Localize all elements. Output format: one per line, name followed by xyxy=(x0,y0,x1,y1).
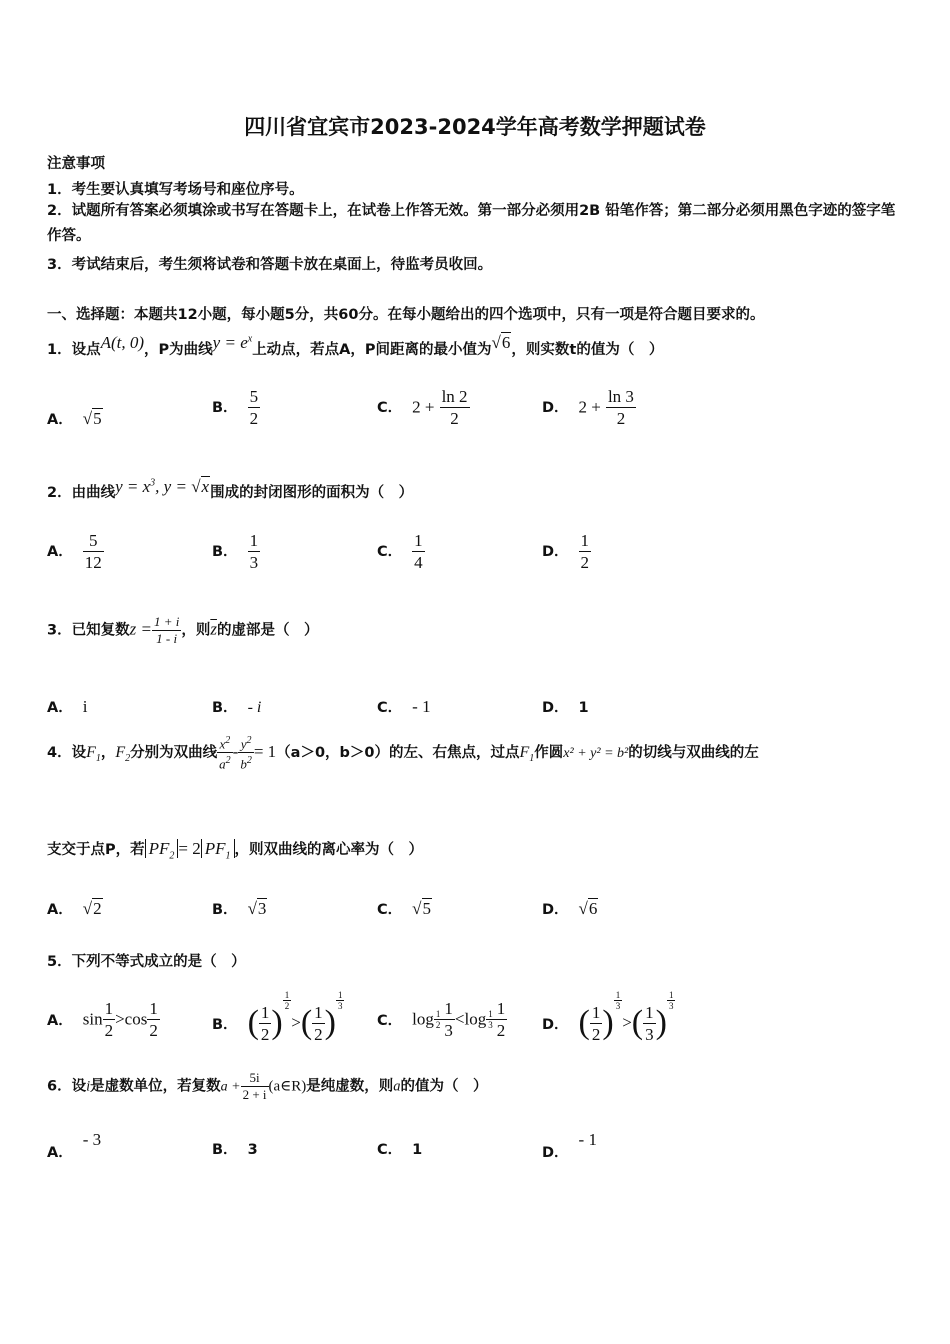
q6-option-c[interactable]: C． 1 xyxy=(377,1142,423,1158)
q5-option-a[interactable]: A． sin $\frac{1}{2}$ >cos $\frac{1}{2}$ xyxy=(47,999,158,1040)
q3-option-c[interactable]: C． - 1 xyxy=(377,697,431,716)
q1-option-d[interactable]: D． 2 + $\frac{\ln 3}{2}$ xyxy=(542,387,634,428)
question-4-stem: 4．设$F_1$，$F_2$分别为双曲线 $\frac{x^2}{a^2}$ - $\frac{y^2}{b^2}$ = 1（a＞0，b＞0）的左、右焦点，过点$F_1$作圆x² + y² = b²的切线与双曲线的左 xyxy=(47,735,759,772)
notice-heading: 注意事项 xyxy=(47,156,105,172)
q3-option-b[interactable]: B． - i xyxy=(212,699,262,716)
q4-option-d[interactable]: D． √ 6 xyxy=(542,898,598,919)
q4-option-b[interactable]: B． √ 3 xyxy=(212,898,267,919)
q1-option-a[interactable]: A． √ 5 xyxy=(47,408,103,429)
q2-option-d[interactable]: D． $\frac{1}{2}$ xyxy=(542,531,590,572)
q5-option-b[interactable]: B． ( $\frac{1}{2}$ ) $^{\frac{1}{2}}$ >( $\frac{1}{2}$ ) $^{\frac{1}{3}}$ xyxy=(212,990,343,1044)
point-a: A(t, 0) xyxy=(100,333,145,352)
q6-option-d[interactable]: D．- 1 xyxy=(542,1130,597,1161)
q1-option-c[interactable]: C． 2 + $\frac{\ln 2}{2}$ xyxy=(377,387,468,428)
question-6-stem: 6．设i是虚数单位，若复数a + $\frac{5i}{2 + i}$ (a∈R)是纯虚数，则a的值为（ ） xyxy=(47,1070,488,1102)
section-heading: 一、选择题：本题共12小题，每小题5分，共60分。在每小题给出的四个选项中，只有一项是符合题目要求的。 xyxy=(47,307,765,323)
q5-option-c[interactable]: C． log $\frac{1}{2}$ $\frac{1}{3}$ <log $\frac{1}{3}$ $\frac{1}{2}$ xyxy=(377,999,506,1040)
q3-option-d[interactable]: D． 1 xyxy=(542,700,589,716)
question-5-stem: 5．下列不等式成立的是（ ） xyxy=(47,954,246,970)
q1-option-b[interactable]: B． $\frac{5}{2}$ xyxy=(212,387,259,428)
q2-option-a[interactable]: A． $\frac{5}{12}$ xyxy=(47,531,102,572)
q2-option-c[interactable]: C． $\frac{1}{4}$ xyxy=(377,531,423,572)
sqrt-6: √ 6 xyxy=(492,332,512,352)
notice-item-1: 1．考生要认真填写考场号和座位序号。 xyxy=(47,182,304,198)
curve-expr: $y = e^x$ xyxy=(212,333,253,352)
page-title: 四川省宜宾市2023-2024学年高考数学押题试卷 xyxy=(244,115,706,139)
q5-option-d[interactable]: D． ( $\frac{1}{2}$ ) $^{\frac{1}{3}}$ >( $\frac{1}{3}$ ) $^{\frac{1}{3}}$ xyxy=(542,990,674,1044)
question-2-stem: 2．由曲线$y = x^3$, y = √ x围成的封闭图形的面积为（ ） xyxy=(47,477,413,502)
q6-option-a[interactable]: A．- 3 xyxy=(47,1130,102,1161)
question-1-stem: 1．设点A(t, 0)，P为曲线$y = e^x$上动点，若点A，P间距离的最小值为 √ 6，则实数t的值为（ ） xyxy=(47,333,663,359)
notice-item-3: 3．考试结束后，考生须将试卷和答题卡放在桌面上，待监考员收回。 xyxy=(47,257,493,273)
q6-option-b[interactable]: B． 3 xyxy=(212,1142,258,1158)
curves-expr: $y = x^3$, y = √ x xyxy=(115,477,210,496)
q4-option-c[interactable]: C． √ 5 xyxy=(377,898,432,919)
question-4-stem-cont: 支交于点P，若 $PF_2 = 2$ $PF_1$ ，则双曲线的离心率为（ ） xyxy=(47,839,424,862)
circle-expr: x² + y² = b² xyxy=(563,745,629,761)
z-conjugate: $\overline{z}$ xyxy=(210,619,217,639)
q2-option-b[interactable]: B． $\frac{1}{3}$ xyxy=(212,531,259,572)
question-3-stem: 3．已知复数z = $\frac{1 + i}{1 - i}$ ，则$\overline{z}$的虚部是（ ） xyxy=(47,614,319,646)
q4-option-a[interactable]: A． √ 2 xyxy=(47,898,103,919)
notice-item-2: 2．试题所有答案必须填涂或书写在答题卡上，在试卷上作答无效。第一部分必须用2B 铅笔作答；第二部分必须用黑色字迹的签字笔作答。 xyxy=(47,203,896,244)
q3-option-a[interactable]: A． i xyxy=(47,697,88,716)
